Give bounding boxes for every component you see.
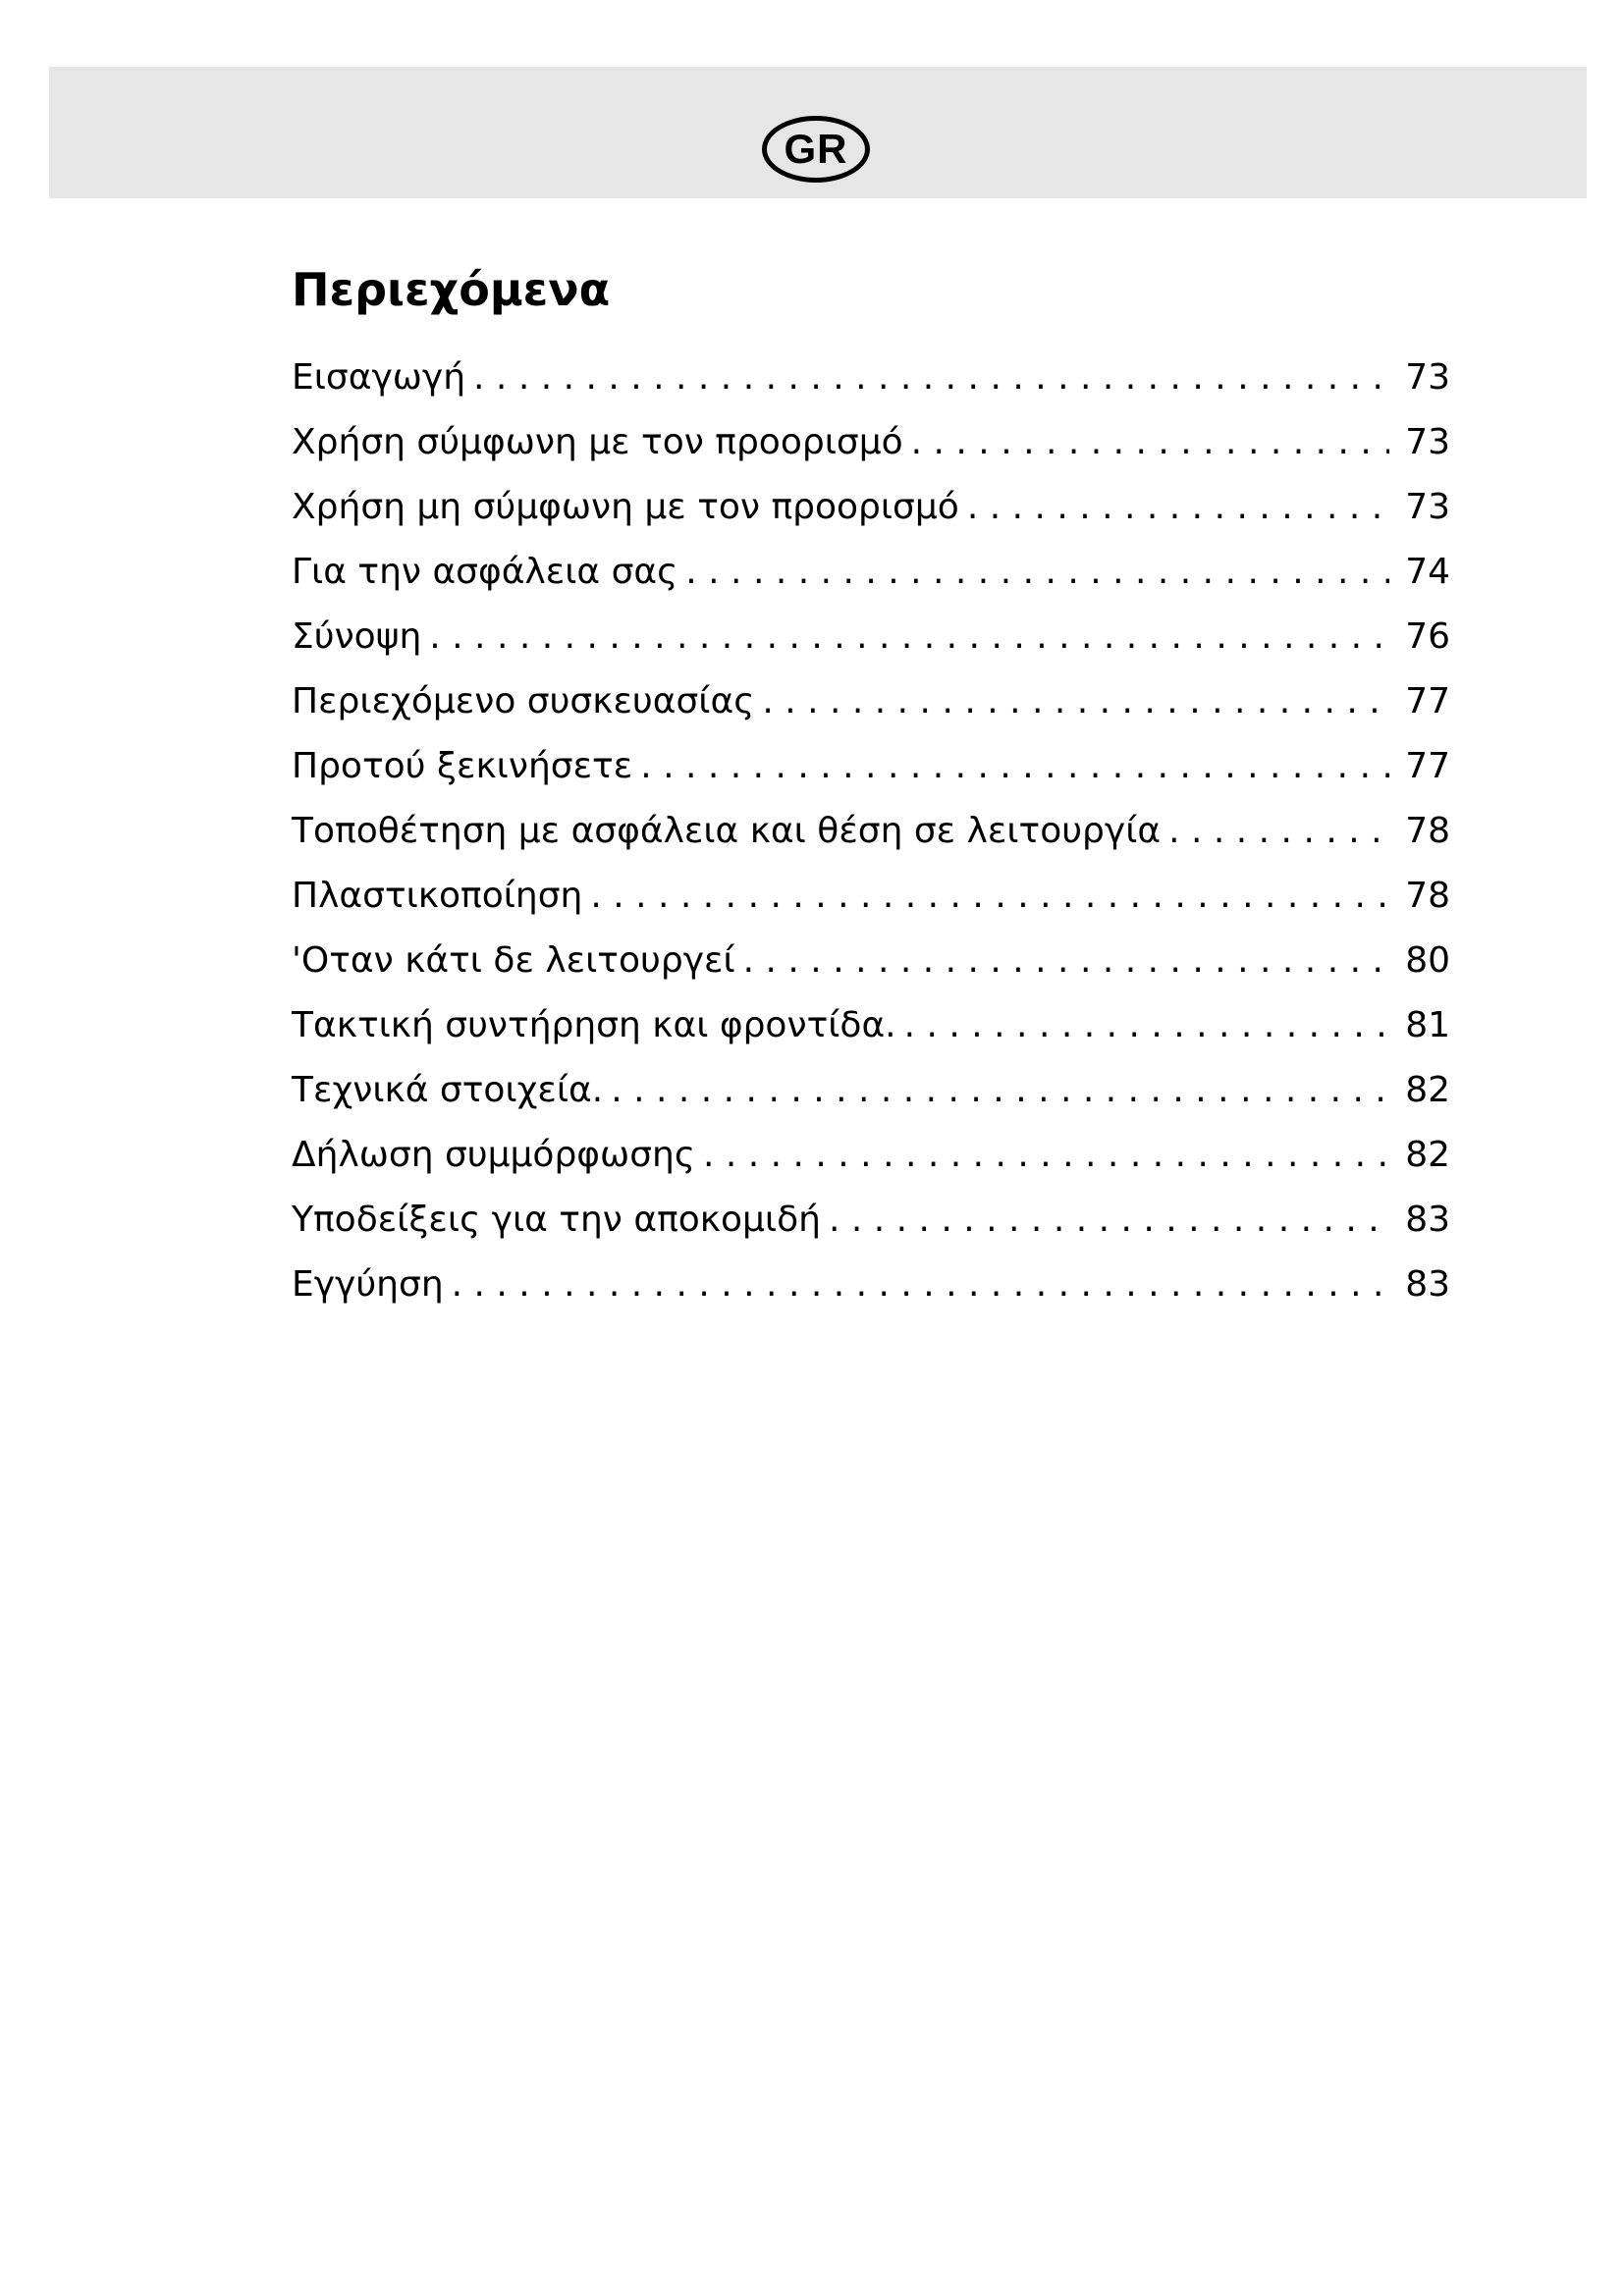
toc-entry-label: Δήλωση συμμόρφωσης	[292, 1135, 695, 1175]
toc-entry-label: 'Οταν κάτι δε λειτουργεί	[292, 940, 735, 981]
toc-entry-label: Τοποθέτηση με ασφάλεια και θέση σε λειτουργία	[292, 811, 1162, 851]
toc-entry-label: Τεχνικά στοιχεία.	[292, 1070, 604, 1110]
dot-leader	[911, 422, 1389, 462]
toc-entry-page: 82	[1405, 1135, 1450, 1175]
toc-entry	[292, 940, 1450, 1005]
toc-entry-page: 78	[1405, 876, 1450, 916]
toc-entry-page: 77	[1405, 746, 1450, 786]
toc-entry	[292, 1135, 1450, 1200]
toc-entry	[292, 1264, 1450, 1329]
toc-entry-page: 83	[1405, 1200, 1450, 1240]
toc-entry-label: Χρήση σύμφωνη με τον προορισμό	[292, 422, 903, 462]
toc-entry	[292, 487, 1450, 552]
toc-entry-page: 73	[1405, 357, 1450, 398]
dot-leader	[473, 357, 1389, 398]
toc-entry	[292, 1200, 1450, 1264]
toc-entry-page: 73	[1405, 487, 1450, 527]
toc-entry-page: 83	[1405, 1264, 1450, 1305]
toc-entry	[292, 1070, 1450, 1135]
toc-entry-page: 74	[1405, 552, 1450, 592]
toc-entry-page: 82	[1405, 1070, 1450, 1110]
toc-entry-page: 77	[1405, 681, 1450, 721]
toc-entry-label: Σύνοψη	[292, 616, 422, 657]
toc-entry	[292, 422, 1450, 487]
toc-entry	[292, 876, 1450, 940]
dot-leader	[1168, 811, 1389, 851]
dot-leader	[685, 552, 1389, 592]
toc-entry	[292, 616, 1450, 681]
dot-leader	[611, 1070, 1389, 1110]
dot-leader	[743, 940, 1389, 981]
toc-entry	[292, 357, 1450, 422]
toc-entry-label: Χρήση μη σύμφωνη με τον προορισμό	[292, 487, 959, 527]
toc-entry	[292, 811, 1450, 876]
page-title: Περιεχόμενα	[292, 263, 611, 316]
toc-entry-page: 73	[1405, 422, 1450, 462]
dot-leader	[640, 746, 1389, 786]
toc-entry-label: Περιεχόμενο συσκευασίας	[292, 681, 755, 721]
dot-leader	[590, 876, 1389, 916]
toc-entry	[292, 1005, 1450, 1070]
toc-entry-page: 80	[1405, 940, 1450, 981]
toc-entry	[292, 552, 1450, 616]
toc-entry-label: Πλαστικοποίηση	[292, 876, 583, 916]
toc-entry-label: Προτού ξεκινήσετε	[292, 746, 633, 786]
country-badge: GR	[762, 116, 870, 183]
dot-leader	[967, 487, 1389, 527]
toc-entry	[292, 746, 1450, 811]
dot-leader	[829, 1200, 1389, 1240]
dot-leader	[429, 616, 1389, 657]
toc-entry-label: Εγγύηση	[292, 1264, 444, 1305]
dot-leader	[904, 1005, 1389, 1045]
toc-entry-page: 78	[1405, 811, 1450, 851]
table-of-contents	[292, 357, 1450, 1329]
toc-entry-page: 81	[1405, 1005, 1450, 1045]
dot-leader	[762, 681, 1389, 721]
toc-entry-label: Τακτική συντήρηση και φροντίδα.	[292, 1005, 896, 1045]
toc-entry-label: Για την ασφάλεια σας	[292, 552, 678, 592]
dot-leader	[703, 1135, 1389, 1175]
toc-entry-label: Υποδείξεις για την αποκομιδή	[292, 1200, 821, 1240]
toc-entry-label: Εισαγωγή	[292, 357, 466, 398]
dot-leader	[452, 1264, 1389, 1305]
toc-entry-page: 76	[1405, 616, 1450, 657]
toc-entry	[292, 681, 1450, 746]
